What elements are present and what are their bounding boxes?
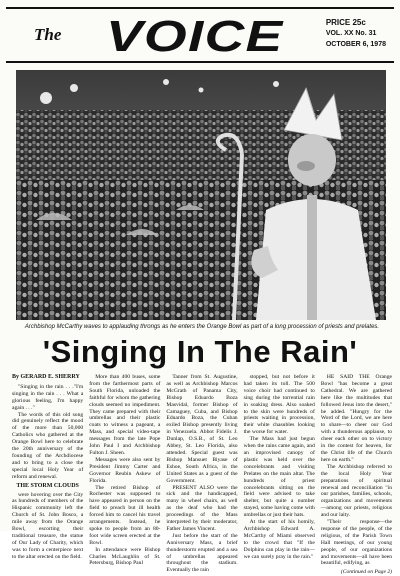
continued-link[interactable]: (Continued on Page 2) <box>340 569 393 576</box>
article-column-1 <box>12 374 84 560</box>
archbishop-photo-illustration <box>16 70 386 320</box>
photo-caption: Archbishop McCarthy waves to applauding throngs as he enters the Orange Bowl as part of a long procession of priests and prelates. <box>24 324 380 330</box>
article-paragraph: PRESENT ALSO were the sick and the handicapped, many in wheel chairs, as well as the deaf who had the proceedings of the Mass interpreted by their moderator, Father James Vincent. <box>166 484 238 532</box>
masthead-title: VOICE <box>106 12 284 61</box>
article-paragraph: stopped, but not before it had taken its toll. The 500 voice choir had continued to sing during the torrential rain in soaking dress. Also soaked to the skin were hundreds of priests waiting in procession, their white chasubles looking the worse for water. <box>243 374 315 436</box>
masthead <box>6 7 394 63</box>
article-paragraph: The words of this old song did genuinely reflect the mood of the more than 50,000 Catholics who gathered at the Orange Bowl here to celebrate the 20th anniversary of the founding of the Archdiocese and to bring to a close the special local Holy Year of reform and renewal. <box>12 411 84 480</box>
article-paragraph: Just before the start of the Anniversary Mass, a brief thunderstorm erupted and a sea of umbrellas appeared throughout the stadium. Eventually the rain <box>166 532 238 574</box>
article-paragraph: HE SAID THE Orange Bowl "has become a great Cathedral. We are gathered here like the multitudes that followed Jesus into the desert," he added. "Hungry for the Word of the Lord, we are here to share—to cheer our God with a thunderous applause, to cheer each other on to victory in the contest for heaven, for the Christ life of the Church here on earth." <box>320 374 393 463</box>
masthead-info <box>326 17 386 50</box>
headline: 'Singing In The Rain' <box>42 334 358 369</box>
article-columns <box>12 374 393 576</box>
byline: By GERARD E. SHERRY <box>12 374 80 380</box>
article-paragraph: The retired Bishop of Rochester was supposed to have appeared in person on the field to preach but ill health forced him to cancel his travel arrangements. Instead, he spoke to people from an 80-foot wide screen erected at the Bowl. <box>89 484 161 546</box>
price-label: PRICE 25c <box>325 18 366 27</box>
article-paragraph: Messages were also sent by President Jimmy Carter and Governor Reubin Askew of Florida. <box>89 456 161 484</box>
article-paragraph: The Archbishop referred to the local Holy Year preparations of spiritual renewal and reconciliation "in our parishes, families, schools, organizations and movements—among our priests, religious and our laity. <box>320 463 393 519</box>
article-paragraph: were hovering over the City as hundreds of members of the Hispanic community left the Church of St. John Bosco, a mile away from the Orange Bowl, escorting their traditional treasure, the statue of Our Lady of Charity, which was to form a centerpiece next to the altar erected on the field. <box>12 491 84 560</box>
article-column-4 <box>243 374 315 560</box>
article-column-2 <box>89 374 161 567</box>
article-paragraph: In attendance were Bishop Charles McLaughlin of St. Petersburg, Bishop Paul <box>89 546 161 567</box>
article-column-5 <box>320 374 393 576</box>
article-column-3 <box>166 374 238 574</box>
masthead-the: The <box>34 25 62 44</box>
article-paragraph: More than 400 buses, some from the farthermost parts of South Florida, unloaded the faithful for whom the gathering clouds seemed no impediment. They came prepared with their umbrellas and their plastic coats to witness a pageant, a Mass, and special video-tape messages from the late Pope John Paul I and Archbishop Fulton J. Sheen. <box>89 374 161 456</box>
article-paragraph: "Singing in the rain . . ."I'm singing in the rain . . . What a glorious feeling, I'm happy again . . ." <box>12 383 84 411</box>
article-paragraph: At the start of his homily, Archbishop Edward A. McCarthy of Miami observed to the crowd that "If the Dolphins can play in the rain—we can surely pray in the rain." <box>243 519 315 560</box>
issue-date: OCTOBER 6, 1978 <box>325 41 386 48</box>
article-paragraph: The Mass had just begun when the rains came again, and an improvised canopy of plastic was held over the concelebrants and visiting Prelates on the main altar. The hundreds of priest concelebrants sitting on the field were advised to take shelter, but quite a number stayed, some having come with umbrellas or just their hats. <box>243 436 315 519</box>
volume-label: VOL. XX No. 31 <box>325 30 377 37</box>
article-paragraph: "Their response—the response of the people, of the religious, of the Parish Town Hall meetings, of our young people, of our organizations and movements—all have been beautiful, edifying, as <box>320 519 393 567</box>
cover-photo <box>16 70 386 320</box>
article-paragraph: Tanner from St. Augustine, as well as Archbishop Marcos McGrath of Panama City, Bishop Eduardo Boza Masvidal, former Bishop of Camaguey, Cuba, and Bishop Eduardo Boza, the Cuban exiled Bishop presently living in Venezuela. Abbot Fidelis J. Dunlap, O.S.B., of St. Leo Abbey, St. Leo Florida, also attended. Special guest was Bishop Mansuet Biyase of Eshoe, South Africa, in the United States as a guest of the Government. <box>166 374 238 484</box>
article-subhead: THE STORM CLOUDS <box>16 482 79 489</box>
